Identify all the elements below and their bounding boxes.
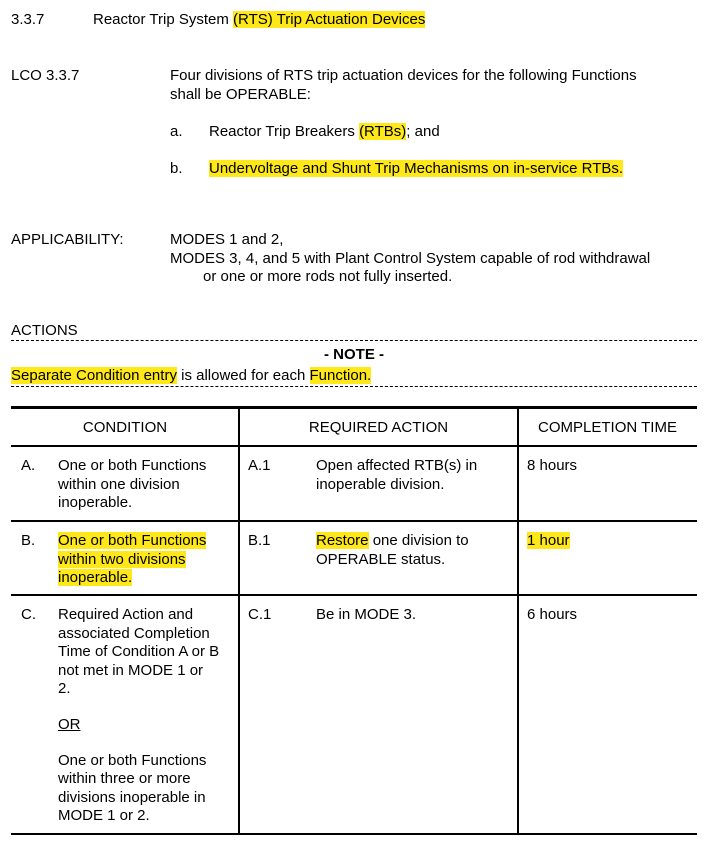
- lco-item-a-text: [209, 123, 440, 141]
- lco-item-b-highlight: Undervoltage and Shunt Trip Mechanisms on in-service RTBs.: [209, 160, 624, 177]
- table-row-divider-a: [11, 520, 697, 522]
- row-a-action-id: A.1: [248, 457, 271, 474]
- section-title-plain: Reactor Trip System: [93, 11, 234, 28]
- row-a-action-line: Open affected RTB(s) in: [316, 457, 478, 474]
- note-top-divider: [11, 340, 697, 341]
- row-a-condition-line: One or both Functions: [58, 457, 207, 474]
- table-row-divider-b: [11, 594, 697, 596]
- row-c-condition-line: 2.: [58, 680, 71, 698]
- actions-heading: ACTIONS: [11, 322, 78, 339]
- section-title: [93, 11, 425, 29]
- applicability-line1: MODES 1 and 2,: [170, 231, 284, 248]
- row-b-action-rest: one division to: [368, 532, 469, 549]
- note-bottom-divider: [11, 386, 697, 387]
- row-b-action-highlight: Restore: [316, 532, 369, 549]
- row-b-action: [316, 532, 469, 569]
- row-c-condition-line: MODE 1 or 2.: [58, 807, 150, 825]
- row-b-condition: [58, 532, 206, 588]
- row-a-condition-line: inoperable.: [58, 494, 133, 512]
- row-c-action: Be in MODE 3.: [316, 606, 417, 623]
- lco-text-line2: shall be OPERABLE:: [170, 86, 311, 103]
- row-c-condition-line: within three or more: [58, 770, 191, 788]
- row-c-action-id: C.1: [248, 606, 272, 623]
- row-c-condition-line: One or both Functions: [58, 751, 207, 769]
- row-b-condition-line: within two divisions: [58, 550, 186, 568]
- note-highlight-1: Separate Condition entry: [11, 367, 177, 384]
- table-bottom-border: [11, 833, 697, 835]
- row-c-condition-line: associated Completion: [58, 624, 210, 642]
- applicability-label: APPLICABILITY:: [11, 231, 124, 248]
- section-title-highlight: (RTS) Trip Actuation Devices: [233, 11, 426, 28]
- row-a-condition: [58, 457, 206, 513]
- row-a-letter: A.: [21, 457, 36, 474]
- header-completion-time: COMPLETION TIME: [538, 419, 677, 436]
- lco-item-a-post: ; and: [406, 123, 440, 140]
- note-middle: is allowed for each: [176, 367, 310, 384]
- lco-item-a-highlight: (RTBs): [359, 123, 407, 140]
- table-col-divider-2: [517, 409, 519, 833]
- row-b-action-id: B.1: [248, 532, 271, 549]
- row-c-condition-line: not met in MODE 1 or: [58, 661, 204, 679]
- table-header-border: [11, 445, 697, 447]
- note-text: [11, 367, 371, 385]
- row-b-completion: [527, 532, 570, 551]
- row-c-completion: 6 hours: [527, 606, 578, 623]
- row-a-completion: 8 hours: [527, 457, 578, 474]
- row-a-action: [316, 457, 477, 494]
- table-top-border: [11, 406, 697, 409]
- lco-text-line1: Four divisions of RTS trip actuation devices for the following Functions: [170, 67, 637, 84]
- row-c-condition-line: Required Action and: [58, 606, 194, 623]
- row-c-condition-line: divisions inoperable in: [58, 788, 206, 806]
- row-c-letter: C.: [21, 606, 36, 623]
- lco-label: LCO 3.3.7: [11, 67, 80, 84]
- row-a-action-line: inoperable division.: [316, 475, 445, 493]
- lco-item-b-text: [209, 160, 623, 178]
- lco-item-b-marker: b.: [170, 160, 183, 177]
- header-condition: CONDITION: [82, 419, 168, 436]
- table-col-divider-1: [238, 409, 240, 833]
- row-c-condition: [58, 606, 219, 826]
- lco-item-a-marker: a.: [170, 123, 183, 140]
- applicability-line2: MODES 3, 4, and 5 with Plant Control System capable of rod withdrawal: [170, 250, 651, 267]
- row-c-or-connector: OR: [58, 715, 81, 733]
- row-b-condition-line: inoperable.: [58, 569, 133, 587]
- lco-item-a-pre: Reactor Trip Breakers: [209, 123, 360, 140]
- row-b-action-line2: OPERABLE status.: [316, 550, 446, 568]
- row-a-condition-line: within one division: [58, 475, 180, 493]
- note-title: - NOTE -: [324, 346, 384, 363]
- row-b-letter: B.: [21, 532, 36, 549]
- note-highlight-2: Function.: [309, 367, 372, 384]
- row-b-completion-value: 1 hour: [527, 532, 570, 549]
- applicability-line3: or one or more rods not fully inserted.: [203, 268, 453, 285]
- header-required-action: REQUIRED ACTION: [308, 419, 449, 436]
- row-c-condition-line: Time of Condition A or B: [58, 643, 220, 661]
- section-number: 3.3.7: [11, 11, 45, 28]
- row-b-condition-line: One or both Functions: [58, 532, 207, 549]
